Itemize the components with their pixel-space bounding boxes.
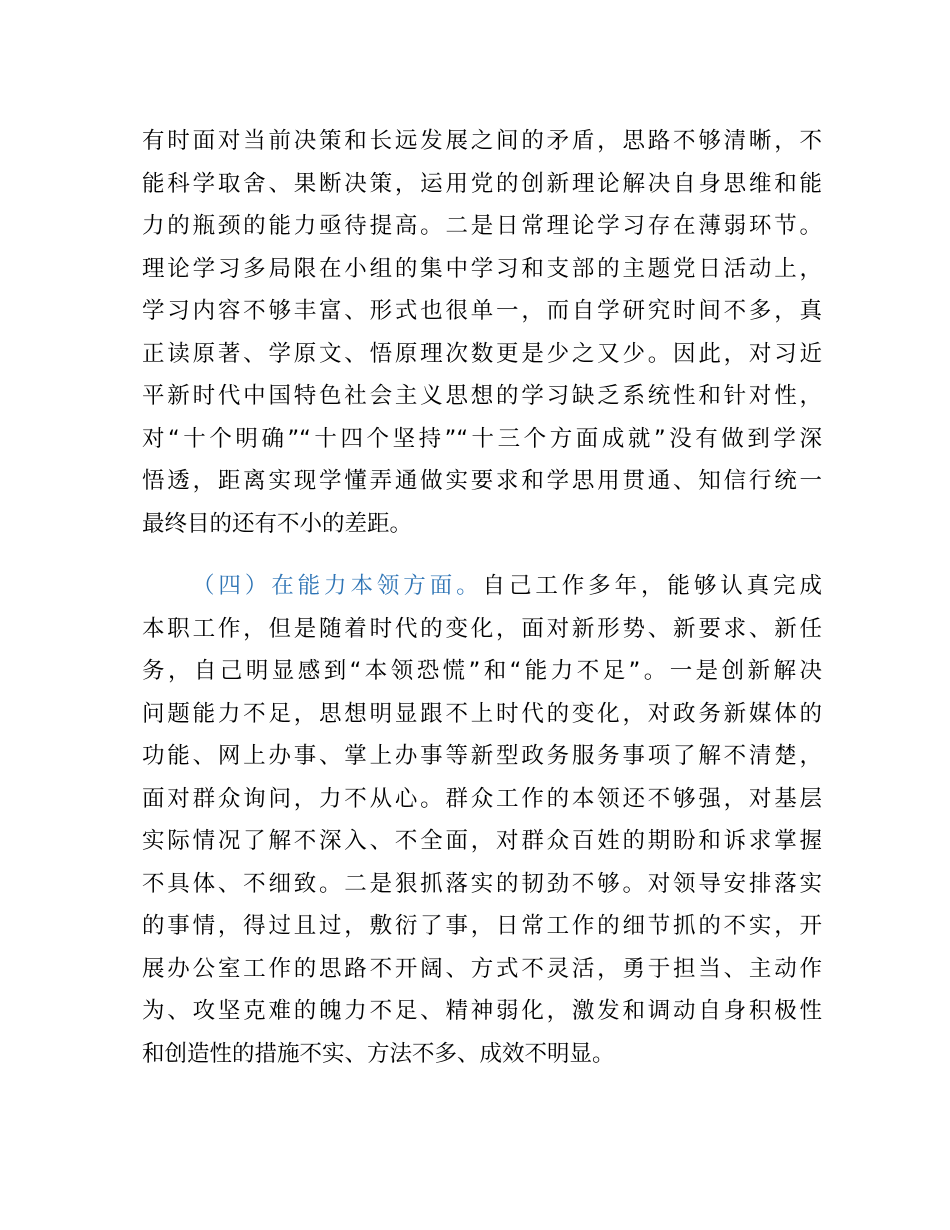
text-line: 问题能力不足，思想明显跟不上时代的变化，对政务新媒体的 [142,700,822,727]
text-line: 能科学取舍、果断决策，运用党的创新理论解决自身思维和能 [142,170,822,197]
paragraph-ability [142,565,822,1075]
text-line: 对“十个明确”“十四个坚持”“十三个方面成就”没有做到学深 [142,425,822,452]
text-segment: 自己工作多年，能够认真完成 [482,573,822,599]
paragraph-theory-study [142,120,822,545]
document-body [142,120,822,1075]
text-line: 平新时代中国特色社会主义思想的学习缺乏系统性和针对性， [142,383,822,409]
text-line: 的事情，得过且过，敷衍了事，日常工作的细节抓的不实，开 [142,913,822,939]
text-line: 实际情况了解不深入、不全面，对群众百姓的期盼和诉求掌握 [142,828,822,854]
text-line: 最终目的还有不小的差距。 [142,510,413,537]
text-line: 力的瓶颈的能力亟待提高。二是日常理论学习存在薄弱环节。 [142,213,822,239]
text-line: 学习内容不够丰富、形式也很单一，而自学研究时间不多，真 [142,298,822,324]
text-line: 务，自己明显感到“本领恐慌”和“能力不足”。一是创新解决 [142,658,822,684]
text-line: 面对群众询问，力不从心。群众工作的本领还不够强，对基层 [142,785,822,812]
text-line: 悟透，距离实现学懂弄通做实要求和学思用贯通、知信行统一 [142,468,822,494]
text-line-first [142,565,822,608]
text-line: 不具体、不细致。二是狠抓落实的韧劲不够。对领导安排落实 [142,870,822,897]
text-line: 为、攻坚克难的魄力不足、精神弱化，激发和调动自身积极性 [142,998,822,1024]
text-line: 功能、网上办事、掌上办事等新型政务服务事项了解不清楚， [142,743,822,769]
section-heading: （四）在能力本领方面。 [192,573,483,599]
text-line: 本职工作，但是随着时代的变化，面对新形势、新要求、新任 [142,615,822,642]
text-line: 和创造性的措施不实、方法不多、成效不明显。 [142,1040,615,1067]
text-line: 有时面对当前决策和长远发展之间的矛盾，思路不够清晰，不 [142,128,822,154]
text-line: 展办公室工作的思路不开阔、方式不灵活，勇于担当、主动作 [142,955,822,982]
text-line: 正读原著、学原文、悟原理次数更是少之又少。因此，对习近 [142,340,822,367]
text-line: 理论学习多局限在小组的集中学习和支部的主题党日活动上， [142,255,822,282]
paragraph-spacer [142,545,822,565]
